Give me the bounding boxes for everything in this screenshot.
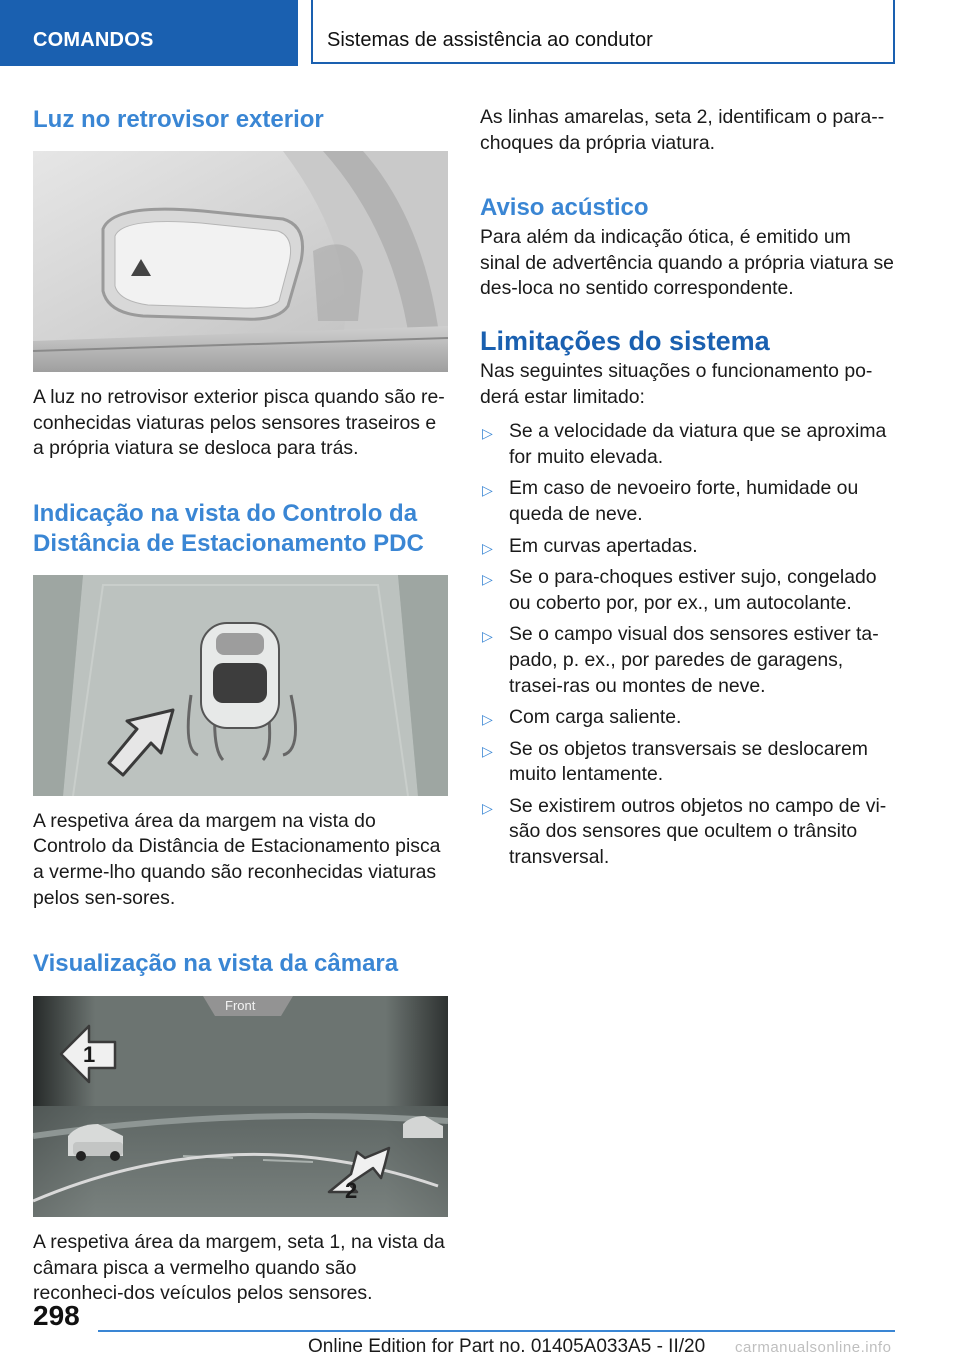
footer-edition: Online Edition for Part no. 01405A033A5 - II/20 bbox=[308, 1336, 706, 1357]
list-item-text: Se o campo visual dos sensores estiver ta-pado, p. ex., por paredes de garagens, trasei-ras ou montes de neve. bbox=[509, 623, 879, 697]
bullet-triangle-icon: ▷ bbox=[482, 539, 493, 556]
section-title-camera: Visualização na vista da câmara bbox=[33, 950, 399, 978]
limitations-list bbox=[480, 419, 895, 871]
list-item-text: Se os objetos transversais se deslocarem muito lentamente. bbox=[509, 737, 868, 786]
section-title-pdc: Indicação na vista do Controlo da Distância de Estacionamento PDC bbox=[33, 499, 424, 557]
mirror-light-image bbox=[33, 151, 448, 372]
bullet-triangle-icon: ▷ bbox=[482, 571, 493, 588]
limitations-intro: Nas seguintes situações o funcionamento po-derá estar limitado: bbox=[480, 359, 873, 408]
list-item bbox=[480, 705, 895, 731]
list-item-text: Se existirem outros objetos no campo de vi-são dos sensores que ocultem o trânsito transversal. bbox=[509, 794, 887, 869]
list-item bbox=[480, 622, 895, 699]
list-item bbox=[480, 476, 895, 527]
section-title-acoustic: Aviso acústico bbox=[480, 194, 649, 222]
acoustic-text: Para além da indicação ótica, é emitido um sinal de advertência quando a própria viatura se des-loca no sentido correspondente. bbox=[480, 226, 894, 300]
right-column bbox=[480, 100, 895, 877]
pdc-text: A respetiva área da margem na vista do Controlo da Distância de Estacionamento pisca a verme-lho quando são reconhecidas viaturas pelos sen-sores. bbox=[33, 809, 441, 909]
camera-arrow-2-label: 2 bbox=[345, 1178, 358, 1204]
camera-text: A respetiva área da margem, seta 1, na vista da câmara pisca a vermelho quando são reconheci-dos veículos pelos sensores. bbox=[33, 1231, 445, 1305]
page-number: 298 bbox=[33, 1300, 80, 1331]
left-column bbox=[33, 100, 448, 1307]
list-item-text: Se o para-choques estiver sujo, congelado ou coberto por, por ex., um autocolante. bbox=[509, 566, 877, 614]
list-item-text: Se a velocidade da viatura que se aproxima for muito elevada. bbox=[509, 420, 887, 468]
bullet-triangle-icon: ▷ bbox=[482, 482, 493, 499]
footer-rule bbox=[98, 1330, 895, 1332]
camera-arrow-1-label: 1 bbox=[83, 1042, 96, 1068]
list-item bbox=[480, 565, 895, 616]
section-title-limitations: Limitações do sistema bbox=[480, 325, 770, 356]
mirror-light-text: A luz no retrovisor exterior pisca quando são re-conhecidas viaturas pelos sensores traseiros e a própria viatura se desloca para trás. bbox=[33, 386, 445, 460]
list-item-text: Em curvas apertadas. bbox=[509, 534, 698, 557]
list-item bbox=[480, 419, 895, 470]
bullet-triangle-icon: ▷ bbox=[482, 711, 493, 728]
yellow-lines-text: As linhas amarelas, seta 2, identificam o para--choques da própria viatura. bbox=[480, 106, 885, 154]
chapter-title: Sistemas de assistência ao condutor bbox=[311, 0, 895, 64]
bullet-triangle-icon: ▷ bbox=[482, 628, 493, 645]
camera-view-image bbox=[33, 996, 448, 1217]
pdc-view-image bbox=[33, 575, 448, 796]
list-item bbox=[480, 794, 895, 871]
bullet-triangle-icon: ▷ bbox=[482, 799, 493, 816]
section-tab: COMANDOS bbox=[0, 0, 298, 66]
list-item bbox=[480, 737, 895, 788]
camera-front-label: Front bbox=[225, 998, 256, 1014]
bullet-triangle-icon: ▷ bbox=[482, 425, 493, 442]
footer-watermark: carmanualsonline.info bbox=[735, 1339, 892, 1356]
list-item-text: Com carga saliente. bbox=[509, 706, 682, 729]
list-item bbox=[480, 534, 895, 560]
section-title-mirror-light: Luz no retrovisor exterior bbox=[33, 106, 324, 133]
bullet-triangle-icon: ▷ bbox=[482, 742, 493, 759]
list-item-text: Em caso de nevoeiro forte, humidade ou queda de neve. bbox=[509, 477, 859, 525]
